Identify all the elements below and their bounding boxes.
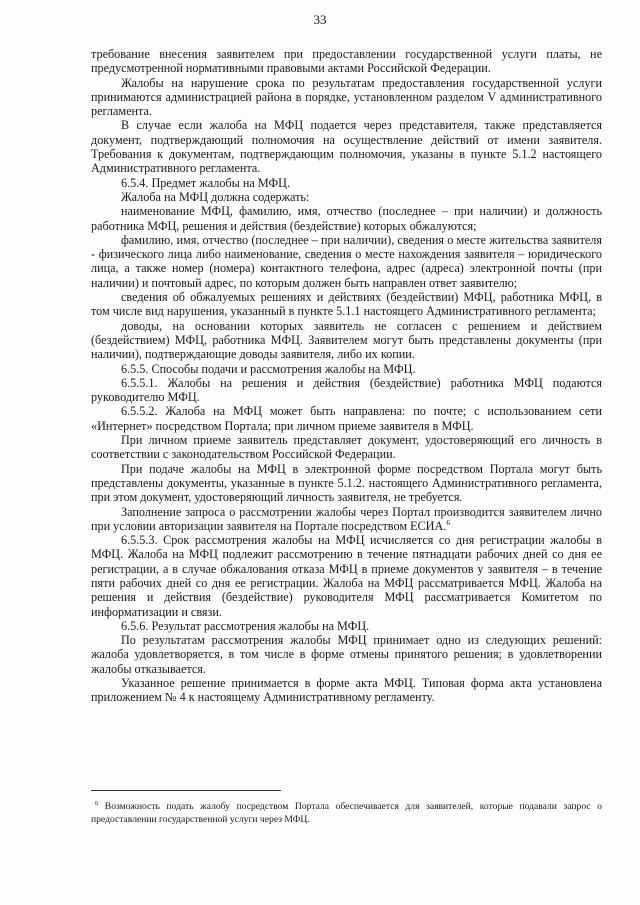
list-item: сведения об обжалуемых решениях и действиях (бездействии) МФЦ, работника МФЦ, в том числе вид нарушения, указанный в пункте 5.1.1 настоящего Административного регламента; <box>91 290 602 319</box>
section-heading: 6.5.4. Предмет жалобы на МФЦ. <box>121 175 290 190</box>
paragraph: Жалобы на нарушение срока по результатам предоставления государственной услуги принимаются администрацией района в порядке, установленном разделом V административного регламента. <box>91 75 602 119</box>
section-heading: 6.5.5. Способы подачи и рассмотрения жалобы на МФЦ. <box>121 361 416 376</box>
paragraph: При подаче жалобы на МФЦ в электронной форме посредством Портала могут быть представлены документы, указанные в пункте 5.1.2. настоящего Административного регламента, при этом документ, удостоверяющий личность заявителя, не требуется. <box>91 461 602 505</box>
footnote-divider <box>91 790 281 791</box>
paragraph: В случае если жалоба на МФЦ подается через представителя, также представляется документ, подтверждающий полномочия на осуществление действий от имени заявителя. Требования к документам, подтверждающим полномочия, указаны в пункте 5.1.2 настоящего Административного регламента. <box>91 118 602 176</box>
document-body <box>91 47 602 705</box>
paragraph: Жалоба на МФЦ должна содержать: <box>121 189 310 204</box>
paragraph: требование внесения заявителем при предоставлении государственной услуги платы, не предусмотренной нормативными правовыми актами Российской Федерации. <box>91 47 602 76</box>
paragraph: 6.5.5.1. Жалобы на решения и действия (бездействие) работника МФЦ подаются руководителю МФЦ. <box>91 375 602 405</box>
list-item: наименование МФЦ, фамилию, имя, отчество (последнее – при наличии) и должность работника МФЦ, решения и действия (бездействие) которых обжалуются; <box>91 204 602 233</box>
list-item: фамилию, имя, отчество (последнее – при наличии), сведения о месте жительства заявителя - физического лица либо наименование, сведения о месте нахождения заявителя – юридического лица, а также номер (номера) контактного телефона, адрес (адреса) электронной почты (при наличии) и почтовый адрес, по которым должен быть направлен ответ заявителю; <box>91 232 602 290</box>
paragraph: 6.5.5.2. Жалоба на МФЦ может быть направлена: по почте; с использованием сети «Интернет» посредством Портала; при личном приеме заявителя в МФЦ. <box>91 404 602 433</box>
paragraph-text: Заполнение запроса о рассмотрении жалобы через Портал производится заявителем лично при условии авторизации заявителя на Портале посредством ЕСИА. <box>91 504 602 533</box>
footnote-reference: 6 <box>446 517 451 527</box>
paragraph <box>91 505 602 534</box>
paragraph: При личном приеме заявитель представляет документ, удостоверяющий его личность в соответствии с законодательством Российской Федерации. <box>91 433 602 462</box>
footnote <box>91 797 602 826</box>
section-heading: 6.5.6. Результат рассмотрения жалобы на МФЦ. <box>121 618 370 633</box>
paragraph: По результатам рассмотрения жалобы МФЦ принимает одно из следующих решений: жалоба удовлетворяется, в том числе в форме отмены принятого решения; в удовлетворении жалобы отказывается. <box>91 633 602 676</box>
list-item: доводы, на основании которых заявитель не согласен с решением и действием (бездействием) МФЦ, работника МФЦ. Заявителем могут быть представлены документы (при наличии), подтверждающие доводы заявителя, либо их копии. <box>91 318 602 362</box>
page-number: 33 <box>313 12 327 27</box>
footnote-marker: 6 <box>95 800 99 807</box>
footnote-text: Возможность подать жалобу посредством Портала обеспечивается для заявителей, которые подавали запрос о предоставлении государственной услуги через МФЦ. <box>91 801 602 826</box>
paragraph: 6.5.5.3. Срок рассмотрения жалобы на МФЦ исчисляется со дня регистрации жалобы в МФЦ. Жалоба на МФЦ подлежит рассмотрению в течение пятнадцати рабочих дней со дня ее регистрации, а в случае обжалования отказа МФЦ в приеме документов у заявителя – в течение пяти рабочих дней со дня ее регистрации. Жалоба на МФЦ рассматривается МФЦ. Жалоба на решения и действия (бездействие) руководителя МФЦ рассматривается Комитетом по информатизации и связи. <box>91 533 602 619</box>
paragraph: Указанное решение принимается в форме акта МФЦ. Типовая форма акта установлена приложением № 4 к настоящему Административному регламенту. <box>91 676 602 705</box>
